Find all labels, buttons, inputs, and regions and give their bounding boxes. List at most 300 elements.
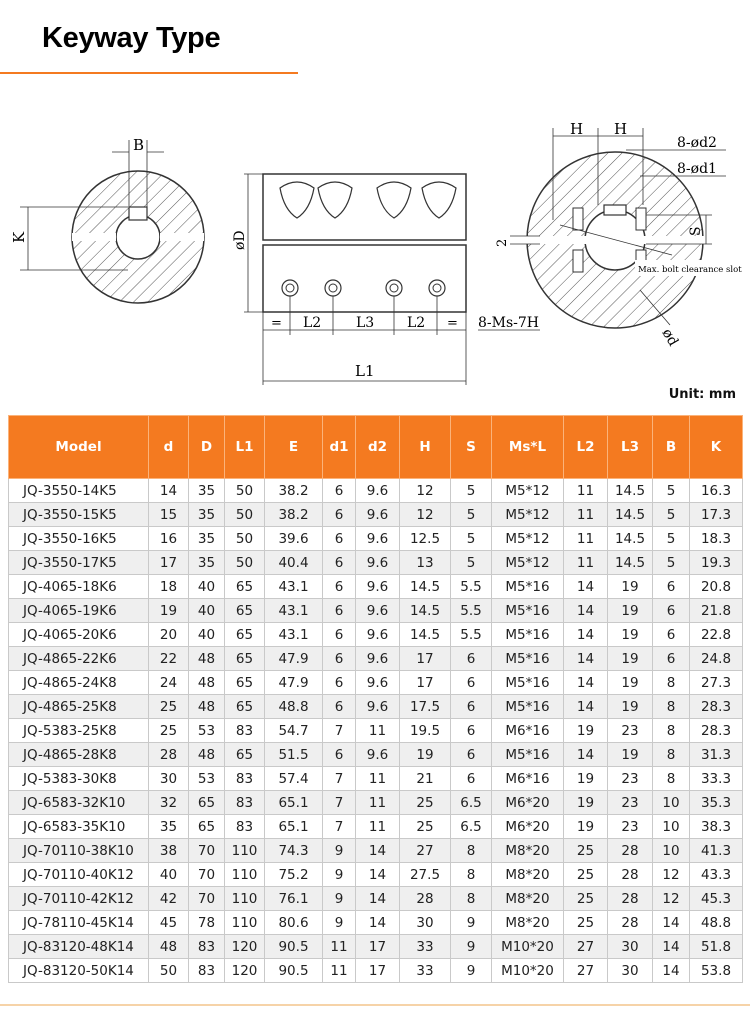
value-cell: 39.6	[265, 527, 323, 551]
value-cell: 9	[323, 911, 356, 935]
value-cell: 9.6	[356, 671, 400, 695]
value-cell: M6*16	[492, 767, 564, 791]
value-cell: 54.7	[265, 719, 323, 743]
value-cell: 14	[564, 743, 608, 767]
dim-eq2-label: =	[447, 316, 458, 331]
value-cell: 22	[149, 647, 189, 671]
value-cell: 6	[451, 647, 492, 671]
column-header: Model	[9, 416, 149, 479]
value-cell: 83	[225, 719, 265, 743]
value-cell: 83	[225, 791, 265, 815]
value-cell: 9	[451, 911, 492, 935]
value-cell: 32	[149, 791, 189, 815]
value-cell: 19	[608, 671, 653, 695]
value-cell: 40	[189, 623, 225, 647]
bolt-slot-note: Max. bolt clearance slot	[638, 265, 742, 275]
value-cell: 8	[653, 767, 690, 791]
value-cell: 65	[225, 695, 265, 719]
model-cell: JQ-6583-32K10	[9, 791, 149, 815]
column-header: d	[149, 416, 189, 479]
table-row	[9, 815, 743, 839]
value-cell: 70	[189, 839, 225, 863]
value-cell: 42	[149, 887, 189, 911]
column-header: S	[451, 416, 492, 479]
value-cell: 5	[653, 479, 690, 503]
value-cell: 33	[400, 959, 451, 983]
value-cell: 19	[608, 575, 653, 599]
table-row	[9, 935, 743, 959]
value-cell: 9	[451, 959, 492, 983]
value-cell: 27	[400, 839, 451, 863]
value-cell: 20	[149, 623, 189, 647]
left-end-view	[10, 136, 204, 303]
value-cell: 17	[149, 551, 189, 575]
model-cell: JQ-5383-25K8	[9, 719, 149, 743]
value-cell: 48	[189, 671, 225, 695]
value-cell: 15	[149, 503, 189, 527]
dim-eq1-label: =	[271, 316, 282, 331]
value-cell: 17	[400, 671, 451, 695]
model-cell: JQ-4065-19K6	[9, 599, 149, 623]
value-cell: 30	[608, 935, 653, 959]
column-header: D	[189, 416, 225, 479]
value-cell: 25	[564, 839, 608, 863]
value-cell: 14	[564, 623, 608, 647]
value-cell: 110	[225, 887, 265, 911]
value-cell: 8	[451, 887, 492, 911]
value-cell: 27	[564, 935, 608, 959]
value-cell: 48.8	[265, 695, 323, 719]
table-row	[9, 743, 743, 767]
value-cell: 6.5	[451, 815, 492, 839]
value-cell: 9.6	[356, 647, 400, 671]
value-cell: 11	[323, 959, 356, 983]
value-cell: 110	[225, 863, 265, 887]
column-header: L1	[225, 416, 265, 479]
value-cell: 24	[149, 671, 189, 695]
value-cell: 11	[356, 815, 400, 839]
value-cell: 17	[356, 959, 400, 983]
value-cell: 11	[564, 479, 608, 503]
dim-k-label: K	[10, 231, 28, 243]
value-cell: 22.8	[690, 623, 743, 647]
column-header: Ms*L	[492, 416, 564, 479]
value-cell: 110	[225, 911, 265, 935]
value-cell: 65.1	[265, 815, 323, 839]
value-cell: 18	[149, 575, 189, 599]
value-cell: 78	[189, 911, 225, 935]
value-cell: 28	[149, 743, 189, 767]
value-cell: 74.3	[265, 839, 323, 863]
table-row	[9, 695, 743, 719]
value-cell: M6*16	[492, 719, 564, 743]
value-cell: 35	[149, 815, 189, 839]
column-header: H	[400, 416, 451, 479]
dim-od-label: øD	[232, 230, 248, 250]
value-cell: 16.3	[690, 479, 743, 503]
value-cell: 48	[189, 695, 225, 719]
value-cell: 11	[356, 767, 400, 791]
value-cell: 40	[189, 599, 225, 623]
value-cell: 25	[400, 791, 451, 815]
value-cell: 10	[653, 839, 690, 863]
value-cell: 14.5	[608, 503, 653, 527]
column-header: L3	[608, 416, 653, 479]
value-cell: 38.2	[265, 503, 323, 527]
value-cell: 53.8	[690, 959, 743, 983]
dim-d1-label: 8-ød1	[677, 161, 717, 177]
model-cell: JQ-70110-38K10	[9, 839, 149, 863]
model-cell: JQ-78110-45K14	[9, 911, 149, 935]
value-cell: M5*12	[492, 551, 564, 575]
dim-l1-label: L1	[355, 362, 375, 380]
value-cell: 5	[653, 503, 690, 527]
value-cell: 23	[608, 791, 653, 815]
value-cell: 6	[451, 671, 492, 695]
value-cell: 38	[149, 839, 189, 863]
value-cell: 80.6	[265, 911, 323, 935]
dim-2-label: 2	[495, 238, 510, 247]
value-cell: 50	[225, 503, 265, 527]
value-cell: 120	[225, 935, 265, 959]
value-cell: 28.3	[690, 695, 743, 719]
value-cell: 14.5	[608, 527, 653, 551]
value-cell: 6.5	[451, 791, 492, 815]
value-cell: 51.8	[690, 935, 743, 959]
value-cell: 53	[189, 767, 225, 791]
value-cell: 11	[323, 935, 356, 959]
value-cell: 31.3	[690, 743, 743, 767]
value-cell: 41.3	[690, 839, 743, 863]
table-row	[9, 959, 743, 983]
value-cell: 19	[564, 815, 608, 839]
value-cell: 9	[323, 863, 356, 887]
table-row	[9, 647, 743, 671]
value-cell: 14	[564, 695, 608, 719]
value-cell: 65	[225, 599, 265, 623]
value-cell: 76.1	[265, 887, 323, 911]
value-cell: 14	[653, 911, 690, 935]
value-cell: 6	[323, 671, 356, 695]
value-cell: 110	[225, 839, 265, 863]
value-cell: M5*16	[492, 743, 564, 767]
value-cell: 28	[608, 839, 653, 863]
column-header: K	[690, 416, 743, 479]
value-cell: 12	[653, 863, 690, 887]
value-cell: 90.5	[265, 935, 323, 959]
value-cell: 18.3	[690, 527, 743, 551]
value-cell: 11	[564, 551, 608, 575]
technical-drawings	[0, 110, 750, 400]
unit-label: Unit: mm	[668, 387, 736, 402]
value-cell: 7	[323, 815, 356, 839]
value-cell: M8*20	[492, 863, 564, 887]
model-cell: JQ-4065-20K6	[9, 623, 149, 647]
value-cell: 19	[608, 743, 653, 767]
value-cell: 14.5	[400, 599, 451, 623]
value-cell: 28	[608, 863, 653, 887]
value-cell: 19.5	[400, 719, 451, 743]
value-cell: 48.8	[690, 911, 743, 935]
value-cell: 28	[608, 887, 653, 911]
table-row	[9, 527, 743, 551]
value-cell: 6	[451, 743, 492, 767]
value-cell: 6	[451, 695, 492, 719]
value-cell: 6	[653, 599, 690, 623]
value-cell: 27.5	[400, 863, 451, 887]
value-cell: 6	[653, 623, 690, 647]
value-cell: 8	[653, 719, 690, 743]
value-cell: 24.8	[690, 647, 743, 671]
model-cell: JQ-3550-15K5	[9, 503, 149, 527]
value-cell: 14.5	[400, 623, 451, 647]
value-cell: 35	[189, 503, 225, 527]
value-cell: 12	[653, 887, 690, 911]
table-row	[9, 863, 743, 887]
value-cell: M5*12	[492, 503, 564, 527]
dim-l2a-label: L2	[303, 315, 322, 331]
value-cell: 25	[149, 695, 189, 719]
value-cell: 8	[451, 839, 492, 863]
model-cell: JQ-83120-48K14	[9, 935, 149, 959]
dim-b-label: B	[133, 136, 145, 154]
value-cell: 33.3	[690, 767, 743, 791]
value-cell: 8	[451, 863, 492, 887]
value-cell: 27	[564, 959, 608, 983]
value-cell: 6	[451, 719, 492, 743]
dim-bore-label: ød	[658, 326, 682, 350]
value-cell: 9.6	[356, 503, 400, 527]
value-cell: 5.5	[451, 599, 492, 623]
value-cell: 9	[323, 887, 356, 911]
value-cell: 17.5	[400, 695, 451, 719]
value-cell: 5	[451, 551, 492, 575]
value-cell: 70	[189, 863, 225, 887]
value-cell: M5*16	[492, 671, 564, 695]
dim-d2-label: 8-ød2	[677, 135, 717, 151]
value-cell: 25	[564, 863, 608, 887]
model-cell: JQ-6583-35K10	[9, 815, 149, 839]
value-cell: 14.5	[608, 479, 653, 503]
value-cell: 83	[189, 959, 225, 983]
value-cell: 21	[400, 767, 451, 791]
value-cell: 40	[149, 863, 189, 887]
value-cell: 8	[653, 671, 690, 695]
value-cell: 43.1	[265, 575, 323, 599]
value-cell: 11	[356, 719, 400, 743]
table-row	[9, 623, 743, 647]
value-cell: 45.3	[690, 887, 743, 911]
value-cell: 65	[225, 575, 265, 599]
table-row	[9, 599, 743, 623]
value-cell: 17	[356, 935, 400, 959]
value-cell: 25	[400, 815, 451, 839]
column-header: E	[265, 416, 323, 479]
value-cell: 8	[653, 743, 690, 767]
value-cell: M5*16	[492, 575, 564, 599]
value-cell: 14	[356, 839, 400, 863]
model-cell: JQ-4865-22K6	[9, 647, 149, 671]
value-cell: 14.5	[400, 575, 451, 599]
model-cell: JQ-4865-25K8	[9, 695, 149, 719]
value-cell: 9.6	[356, 623, 400, 647]
value-cell: M8*20	[492, 911, 564, 935]
value-cell: 35	[189, 479, 225, 503]
value-cell: 83	[189, 935, 225, 959]
value-cell: 65	[225, 647, 265, 671]
value-cell: 51.5	[265, 743, 323, 767]
value-cell: 7	[323, 791, 356, 815]
value-cell: 5.5	[451, 575, 492, 599]
value-cell: 16	[149, 527, 189, 551]
value-cell: 11	[356, 791, 400, 815]
value-cell: 27.3	[690, 671, 743, 695]
value-cell: 90.5	[265, 959, 323, 983]
value-cell: 12	[400, 479, 451, 503]
value-cell: 43.1	[265, 599, 323, 623]
value-cell: 23	[608, 815, 653, 839]
value-cell: M10*20	[492, 959, 564, 983]
table-row	[9, 719, 743, 743]
value-cell: 25	[149, 719, 189, 743]
value-cell: 7	[323, 719, 356, 743]
value-cell: 25	[564, 887, 608, 911]
value-cell: 50	[225, 527, 265, 551]
value-cell: 23	[608, 767, 653, 791]
value-cell: 40	[189, 575, 225, 599]
value-cell: 14	[564, 647, 608, 671]
value-cell: 12	[400, 503, 451, 527]
value-cell: 6	[323, 551, 356, 575]
value-cell: 14	[564, 671, 608, 695]
value-cell: 5.5	[451, 623, 492, 647]
value-cell: 35	[189, 551, 225, 575]
value-cell: 23	[608, 719, 653, 743]
value-cell: 10	[653, 815, 690, 839]
table-row	[9, 791, 743, 815]
dim-thread-label: 8-Ms-7H	[478, 315, 540, 331]
model-cell: JQ-3550-16K5	[9, 527, 149, 551]
value-cell: 25	[564, 911, 608, 935]
value-cell: 6	[323, 527, 356, 551]
value-cell: 17	[400, 647, 451, 671]
dim-s-label: S	[688, 226, 704, 236]
value-cell: M5*12	[492, 479, 564, 503]
value-cell: 19.3	[690, 551, 743, 575]
value-cell: 50	[225, 479, 265, 503]
model-cell: JQ-4865-28K8	[9, 743, 149, 767]
page-title: Keyway Type	[42, 22, 221, 54]
column-header: d2	[356, 416, 400, 479]
title-underline	[0, 72, 298, 74]
value-cell: 65	[225, 671, 265, 695]
value-cell: M5*12	[492, 527, 564, 551]
value-cell: 8	[653, 695, 690, 719]
value-cell: M6*20	[492, 791, 564, 815]
table-header-row	[9, 416, 743, 479]
value-cell: 120	[225, 959, 265, 983]
value-cell: 50	[225, 551, 265, 575]
value-cell: 50	[149, 959, 189, 983]
value-cell: 43.1	[265, 623, 323, 647]
value-cell: 65	[225, 743, 265, 767]
table-row	[9, 575, 743, 599]
value-cell: 14	[564, 575, 608, 599]
value-cell: 48	[189, 647, 225, 671]
value-cell: 9.6	[356, 695, 400, 719]
value-cell: 19	[608, 647, 653, 671]
value-cell: 20.8	[690, 575, 743, 599]
value-cell: 14	[653, 959, 690, 983]
table-row	[9, 479, 743, 503]
bottom-divider	[0, 1004, 750, 1006]
model-cell: JQ-3550-14K5	[9, 479, 149, 503]
value-cell: 6	[323, 623, 356, 647]
column-header: d1	[323, 416, 356, 479]
table-row	[9, 911, 743, 935]
value-cell: 14	[356, 887, 400, 911]
value-cell: M6*20	[492, 815, 564, 839]
value-cell: 33	[400, 935, 451, 959]
table-body	[9, 479, 743, 983]
value-cell: 30	[608, 959, 653, 983]
value-cell: 9	[451, 935, 492, 959]
value-cell: M8*20	[492, 887, 564, 911]
value-cell: M5*16	[492, 623, 564, 647]
value-cell: 5	[653, 551, 690, 575]
value-cell: 83	[225, 767, 265, 791]
value-cell: 5	[451, 503, 492, 527]
model-cell: JQ-70110-42K12	[9, 887, 149, 911]
value-cell: 19	[149, 599, 189, 623]
value-cell: 5	[653, 527, 690, 551]
value-cell: 9	[323, 839, 356, 863]
value-cell: 28.3	[690, 719, 743, 743]
value-cell: 45	[149, 911, 189, 935]
value-cell: 13	[400, 551, 451, 575]
value-cell: 14	[653, 935, 690, 959]
value-cell: 6	[323, 479, 356, 503]
value-cell: 35.3	[690, 791, 743, 815]
table-row	[9, 671, 743, 695]
value-cell: 9.6	[356, 551, 400, 575]
value-cell: M8*20	[492, 839, 564, 863]
dim-l2b-label: L2	[407, 315, 426, 331]
value-cell: 6	[653, 575, 690, 599]
value-cell: 48	[149, 935, 189, 959]
value-cell: 7	[323, 767, 356, 791]
value-cell: 12.5	[400, 527, 451, 551]
value-cell: 9.6	[356, 599, 400, 623]
value-cell: 53	[189, 719, 225, 743]
value-cell: 75.2	[265, 863, 323, 887]
model-cell: JQ-4865-24K8	[9, 671, 149, 695]
model-cell: JQ-4065-18K6	[9, 575, 149, 599]
value-cell: 47.9	[265, 671, 323, 695]
value-cell: 5	[451, 527, 492, 551]
value-cell: 6	[653, 647, 690, 671]
value-cell: M5*16	[492, 695, 564, 719]
value-cell: 35	[189, 527, 225, 551]
table-row	[9, 503, 743, 527]
value-cell: 83	[225, 815, 265, 839]
value-cell: 48	[189, 743, 225, 767]
model-cell: JQ-3550-17K5	[9, 551, 149, 575]
column-header: B	[653, 416, 690, 479]
value-cell: 19	[400, 743, 451, 767]
value-cell: 19	[608, 599, 653, 623]
dim-h1-label: H	[570, 120, 584, 138]
